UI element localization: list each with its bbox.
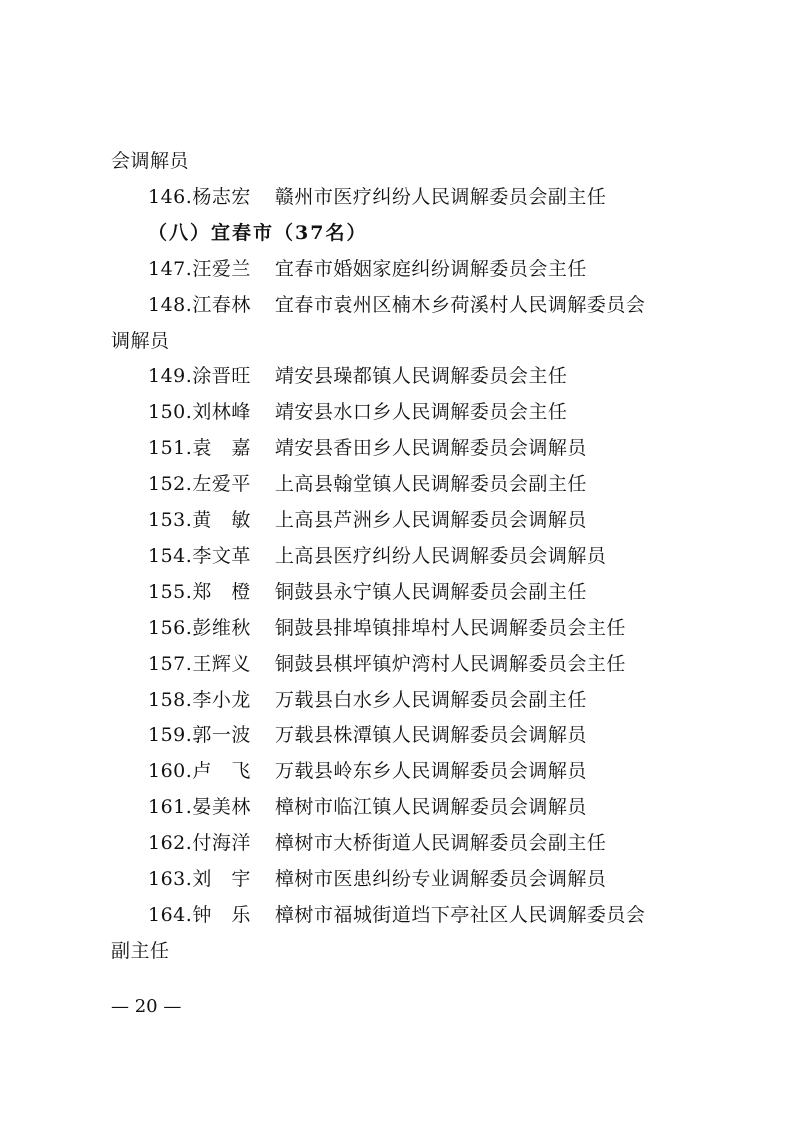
item-number: 150. [148, 401, 193, 424]
item-description: 铜鼓县排埠镇排埠村人民调解委员会主任 [274, 616, 626, 639]
list-item [0, 610, 793, 646]
list-item [0, 394, 793, 430]
list-item [0, 825, 793, 861]
list-item [0, 682, 793, 718]
item-number: 147. [148, 257, 193, 280]
item-description: 万载县岭东乡人民调解委员会调解员 [274, 760, 587, 783]
person-name: 左爱平 [192, 473, 251, 496]
item-description: 铜鼓县棋坪镇炉湾村人民调解委员会主任 [274, 652, 626, 675]
item-number: 151. [148, 437, 193, 460]
person-name: 王辉义 [192, 652, 251, 675]
item-description: 樟树市临江镇人民调解委员会调解员 [274, 796, 587, 819]
item-description: 樟树市医患纠纷专业调解委员会调解员 [274, 868, 607, 890]
item-description: 万载县白水乡人民调解委员会副主任 [274, 688, 587, 711]
item-number: 149. [148, 365, 193, 388]
person-name: 钟 乐 [192, 903, 251, 926]
list-item [0, 897, 793, 933]
list-item [0, 287, 793, 323]
item-description: 万载县株潭镇人民调解委员会调解员 [274, 724, 587, 747]
list-item [0, 717, 793, 753]
continuation-line: 会调解员 [111, 150, 190, 172]
person-name: 汪爱兰 [192, 257, 251, 280]
item-description: 铜鼓县永宁镇人民调解委员会副主任 [274, 580, 587, 603]
item-number: 153. [148, 509, 193, 531]
person-name: 李文革 [192, 544, 251, 567]
person-name: 刘林峰 [192, 401, 251, 424]
list-item [0, 789, 793, 825]
list-item [0, 753, 793, 789]
person-name: 付海洋 [192, 832, 251, 855]
item-description: 靖安县香田乡人民调解委员会调解员 [274, 437, 587, 460]
person-name: 晏美林 [192, 796, 251, 819]
item-number: 158. [148, 688, 193, 711]
item-description: 上高县翰堂镇人民调解委员会副主任 [274, 473, 587, 496]
section-heading: （八）宜春市（37名） [148, 221, 368, 244]
item-number: 159. [148, 724, 193, 747]
item-description: 宜春市袁州区楠木乡荷溪村人民调解委员会 [274, 293, 646, 316]
item-description: 樟树市福城街道垱下亭社区人民调解委员会 [274, 903, 646, 926]
item-number: 146. [148, 185, 193, 208]
person-name: 江春林 [192, 293, 251, 316]
item-description: 上高县医疗纠纷人民调解委员会调解员 [274, 544, 607, 567]
list-item [0, 430, 793, 466]
item-number: 161. [148, 796, 193, 819]
item-number: 162. [148, 832, 193, 855]
person-name: 李小龙 [192, 688, 251, 711]
person-name: 袁 嘉 [192, 437, 251, 460]
list-item [0, 466, 793, 502]
person-name: 彭维秋 [192, 616, 251, 639]
list-item [0, 358, 793, 394]
person-name: 卢 飞 [192, 760, 251, 783]
item-number: 163. [148, 868, 193, 890]
list-item [0, 502, 793, 538]
item-number: 160. [148, 760, 193, 783]
item-description: 赣州市医疗纠纷人民调解委员会副主任 [274, 185, 607, 208]
person-name: 郭一波 [192, 724, 251, 747]
person-name: 杨志宏 [192, 185, 251, 208]
item-number: 154. [148, 544, 193, 567]
list-item [0, 646, 793, 682]
list-item [0, 861, 793, 897]
list-item [0, 251, 793, 287]
person-name: 黄 敏 [192, 509, 251, 531]
item-description: 樟树市大桥街道人民调解委员会副主任 [274, 832, 607, 855]
person-name: 郑 橙 [192, 580, 251, 603]
person-name: 涂晋旺 [192, 365, 251, 388]
item-number: 148. [148, 293, 193, 316]
person-name: 刘 宇 [192, 868, 251, 890]
item-description: 靖安县水口乡人民调解委员会主任 [274, 401, 568, 424]
continuation-line: 调解员 [111, 329, 170, 352]
continuation-line: 副主任 [111, 939, 170, 962]
list-item [0, 574, 793, 610]
item-number: 152. [148, 473, 193, 496]
item-description: 上高县芦洲乡人民调解委员会调解员 [274, 509, 587, 531]
item-number: 156. [148, 616, 193, 639]
list-item [0, 179, 793, 215]
item-description: 宜春市婚姻家庭纠纷调解委员会主任 [274, 257, 587, 280]
item-number: 164. [148, 903, 193, 926]
item-number: 157. [148, 652, 193, 675]
item-description: 靖安县璪都镇人民调解委员会主任 [274, 365, 568, 388]
list-item [0, 538, 793, 574]
item-number: 155. [148, 580, 193, 603]
page-number: — 20 — [111, 996, 182, 1017]
